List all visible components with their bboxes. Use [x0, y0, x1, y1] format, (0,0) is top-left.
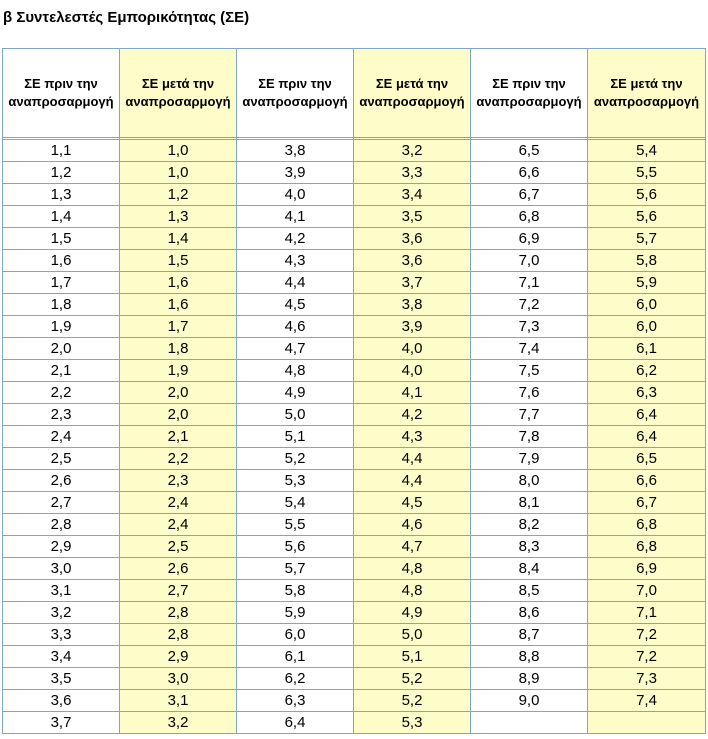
table-row	[3, 162, 706, 184]
table-row	[3, 448, 706, 470]
cell-after: 7,1	[588, 602, 706, 624]
cell-before: 1,3	[3, 184, 120, 206]
cell-after: 4,0	[354, 360, 471, 382]
table-row	[3, 382, 706, 404]
header-after-2: ΣΕ μετά την αναπροσαρμογή	[354, 49, 471, 138]
cell-before: 8,2	[471, 514, 588, 536]
cell-before: 4,4	[237, 272, 354, 294]
cell-before: 3,7	[3, 712, 120, 734]
cell-after: 2,7	[120, 580, 237, 602]
cell-before: 8,9	[471, 668, 588, 690]
cell-after: 2,9	[120, 646, 237, 668]
cell-before: 3,6	[3, 690, 120, 712]
cell-after: 6,8	[588, 514, 706, 536]
cell-after: 4,0	[354, 338, 471, 360]
cell-before: 1,6	[3, 250, 120, 272]
cell-after: 1,5	[120, 250, 237, 272]
cell-after: 2,5	[120, 536, 237, 558]
cell-before: 6,7	[471, 184, 588, 206]
table-row	[3, 426, 706, 448]
cell-before: 3,1	[3, 580, 120, 602]
cell-after: 4,4	[354, 470, 471, 492]
cell-after: 5,2	[354, 668, 471, 690]
header-before-2: ΣΕ πριν την αναπροσαρμογή	[237, 49, 354, 138]
cell-before: 2,6	[3, 470, 120, 492]
cell-after: 6,7	[588, 492, 706, 514]
cell-before: 4,9	[237, 382, 354, 404]
cell-before: 5,6	[237, 536, 354, 558]
cell-after: 6,0	[588, 294, 706, 316]
cell-after: 3,9	[354, 316, 471, 338]
cell-before: 8,8	[471, 646, 588, 668]
cell-after: 3,6	[354, 228, 471, 250]
cell-after: 4,5	[354, 492, 471, 514]
table-row	[3, 206, 706, 228]
cell-before: 4,3	[237, 250, 354, 272]
table-row	[3, 470, 706, 492]
page-title: β Συντελεστές Εμπορικότητας (ΣΕ)	[3, 9, 250, 26]
table-row	[3, 690, 706, 712]
cell-before: 2,3	[3, 404, 120, 426]
cell-after: 6,4	[588, 426, 706, 448]
cell-after: 1,0	[120, 140, 237, 162]
cell-before: 2,1	[3, 360, 120, 382]
cell-before: 8,7	[471, 624, 588, 646]
header-before-1: ΣΕ πριν την αναπροσαρμογή	[3, 49, 120, 138]
cell-after: 1,6	[120, 294, 237, 316]
cell-after: 5,7	[588, 228, 706, 250]
cell-after: 2,0	[120, 404, 237, 426]
table-row	[3, 492, 706, 514]
table-row	[3, 668, 706, 690]
cell-after: 6,1	[588, 338, 706, 360]
cell-before: 7,9	[471, 448, 588, 470]
table-row	[3, 316, 706, 338]
table-row	[3, 514, 706, 536]
table-row	[3, 646, 706, 668]
cell-after: 6,5	[588, 448, 706, 470]
cell-after: 3,6	[354, 250, 471, 272]
cell-before: 7,4	[471, 338, 588, 360]
cell-before: 5,4	[237, 492, 354, 514]
cell-after: 1,3	[120, 206, 237, 228]
cell-after: 3,3	[354, 162, 471, 184]
cell-after: 5,4	[588, 140, 706, 162]
cell-after: 4,4	[354, 448, 471, 470]
table-row	[3, 250, 706, 272]
cell-after: 3,2	[120, 712, 237, 734]
cell-after: 2,2	[120, 448, 237, 470]
cell-after: 4,9	[354, 602, 471, 624]
cell-before: 1,4	[3, 206, 120, 228]
cell-before: 1,9	[3, 316, 120, 338]
cell-before: 3,2	[3, 602, 120, 624]
cell-before: 5,2	[237, 448, 354, 470]
cell-before: 3,0	[3, 558, 120, 580]
cell-before: 7,0	[471, 250, 588, 272]
cell-before: 6,8	[471, 206, 588, 228]
cell-before: 6,1	[237, 646, 354, 668]
cell-before: 9,0	[471, 690, 588, 712]
cell-after: 3,4	[354, 184, 471, 206]
cell-after: 2,3	[120, 470, 237, 492]
cell-before: 7,8	[471, 426, 588, 448]
cell-before: 4,1	[237, 206, 354, 228]
cell-before: 2,0	[3, 338, 120, 360]
cell-after: 1,6	[120, 272, 237, 294]
table-row	[3, 558, 706, 580]
cell-before: 3,5	[3, 668, 120, 690]
cell-after: 1,7	[120, 316, 237, 338]
cell-before: 5,9	[237, 602, 354, 624]
cell-before: 8,6	[471, 602, 588, 624]
cell-before: 8,1	[471, 492, 588, 514]
cell-before: 1,5	[3, 228, 120, 250]
cell-after: 5,2	[354, 690, 471, 712]
cell-before: 2,4	[3, 426, 120, 448]
cell-after: 2,1	[120, 426, 237, 448]
cell-after: 3,8	[354, 294, 471, 316]
cell-before: 7,6	[471, 382, 588, 404]
table-row	[3, 404, 706, 426]
cell-after: 2,0	[120, 382, 237, 404]
cell-after: 1,9	[120, 360, 237, 382]
cell-before: 2,8	[3, 514, 120, 536]
cell-after: 5,5	[588, 162, 706, 184]
cell-after: 6,8	[588, 536, 706, 558]
cell-before: 3,8	[237, 140, 354, 162]
cell-before: 5,8	[237, 580, 354, 602]
cell-after: 3,5	[354, 206, 471, 228]
cell-after: 3,1	[120, 690, 237, 712]
cell-before: 7,5	[471, 360, 588, 382]
cell-before: 3,3	[3, 624, 120, 646]
cell-before: 2,2	[3, 382, 120, 404]
cell-before: 7,7	[471, 404, 588, 426]
cell-before: 6,4	[237, 712, 354, 734]
cell-before: 1,2	[3, 162, 120, 184]
cell-before: 8,5	[471, 580, 588, 602]
cell-before: 3,9	[237, 162, 354, 184]
table-row	[3, 536, 706, 558]
cell-before: 1,7	[3, 272, 120, 294]
cell-after: 5,1	[354, 646, 471, 668]
cell-after: 2,8	[120, 624, 237, 646]
cell-after: 6,2	[588, 360, 706, 382]
cell-after: 2,4	[120, 492, 237, 514]
cell-before: 4,8	[237, 360, 354, 382]
cell-after: 6,3	[588, 382, 706, 404]
cell-before: 4,7	[237, 338, 354, 360]
table-row	[3, 294, 706, 316]
cell-before: 1,8	[3, 294, 120, 316]
cell-after: 4,3	[354, 426, 471, 448]
table-row	[3, 272, 706, 294]
header-after-1: ΣΕ μετά την αναπροσαρμογή	[120, 49, 237, 138]
table-row	[3, 580, 706, 602]
cell-after: 6,0	[588, 316, 706, 338]
cell-after: 7,2	[588, 646, 706, 668]
cell-before	[471, 712, 588, 734]
cell-before: 2,9	[3, 536, 120, 558]
cell-before: 5,3	[237, 470, 354, 492]
table-row	[3, 602, 706, 624]
cell-before: 2,7	[3, 492, 120, 514]
cell-after: 7,4	[588, 690, 706, 712]
cell-after: 3,7	[354, 272, 471, 294]
table-row	[3, 360, 706, 382]
cell-before: 6,5	[471, 140, 588, 162]
cell-after: 1,0	[120, 162, 237, 184]
cell-before: 2,5	[3, 448, 120, 470]
cell-before: 4,5	[237, 294, 354, 316]
cell-after: 3,2	[354, 140, 471, 162]
table-row	[3, 338, 706, 360]
cell-before: 5,5	[237, 514, 354, 536]
cell-after: 5,6	[588, 184, 706, 206]
cell-before: 6,9	[471, 228, 588, 250]
cell-after: 5,0	[354, 624, 471, 646]
cell-before: 6,2	[237, 668, 354, 690]
cell-before: 6,0	[237, 624, 354, 646]
cell-after: 6,9	[588, 558, 706, 580]
cell-after: 4,7	[354, 536, 471, 558]
cell-before: 4,2	[237, 228, 354, 250]
cell-before: 4,0	[237, 184, 354, 206]
cell-before: 5,1	[237, 426, 354, 448]
coefficients-table	[2, 48, 706, 734]
cell-after: 4,8	[354, 580, 471, 602]
cell-before: 8,0	[471, 470, 588, 492]
cell-after: 2,8	[120, 602, 237, 624]
cell-before: 6,3	[237, 690, 354, 712]
cell-after: 4,1	[354, 382, 471, 404]
cell-before: 1,1	[3, 140, 120, 162]
header-row	[3, 49, 706, 138]
table-row	[3, 712, 706, 734]
cell-before: 4,6	[237, 316, 354, 338]
cell-after: 5,8	[588, 250, 706, 272]
cell-after: 4,8	[354, 558, 471, 580]
cell-after: 2,6	[120, 558, 237, 580]
cell-after: 1,8	[120, 338, 237, 360]
cell-after: 6,6	[588, 470, 706, 492]
cell-after: 7,2	[588, 624, 706, 646]
table-row	[3, 140, 706, 162]
cell-after: 4,2	[354, 404, 471, 426]
table-row	[3, 184, 706, 206]
cell-after: 5,9	[588, 272, 706, 294]
cell-after: 6,4	[588, 404, 706, 426]
cell-before: 5,7	[237, 558, 354, 580]
header-after-3: ΣΕ μετά την αναπροσαρμογή	[588, 49, 706, 138]
cell-after	[588, 712, 706, 734]
cell-before: 7,1	[471, 272, 588, 294]
cell-before: 7,2	[471, 294, 588, 316]
cell-after: 5,3	[354, 712, 471, 734]
cell-after: 7,0	[588, 580, 706, 602]
cell-before: 5,0	[237, 404, 354, 426]
cell-after: 4,6	[354, 514, 471, 536]
cell-before: 8,3	[471, 536, 588, 558]
cell-before: 7,3	[471, 316, 588, 338]
cell-after: 2,4	[120, 514, 237, 536]
cell-after: 5,6	[588, 206, 706, 228]
table-row	[3, 624, 706, 646]
cell-before: 6,6	[471, 162, 588, 184]
cell-after: 1,2	[120, 184, 237, 206]
table-row	[3, 228, 706, 250]
cell-before: 8,4	[471, 558, 588, 580]
header-before-3: ΣΕ πριν την αναπροσαρμογή	[471, 49, 588, 138]
cell-after: 7,3	[588, 668, 706, 690]
cell-after: 3,0	[120, 668, 237, 690]
cell-after: 1,4	[120, 228, 237, 250]
cell-before: 3,4	[3, 646, 120, 668]
